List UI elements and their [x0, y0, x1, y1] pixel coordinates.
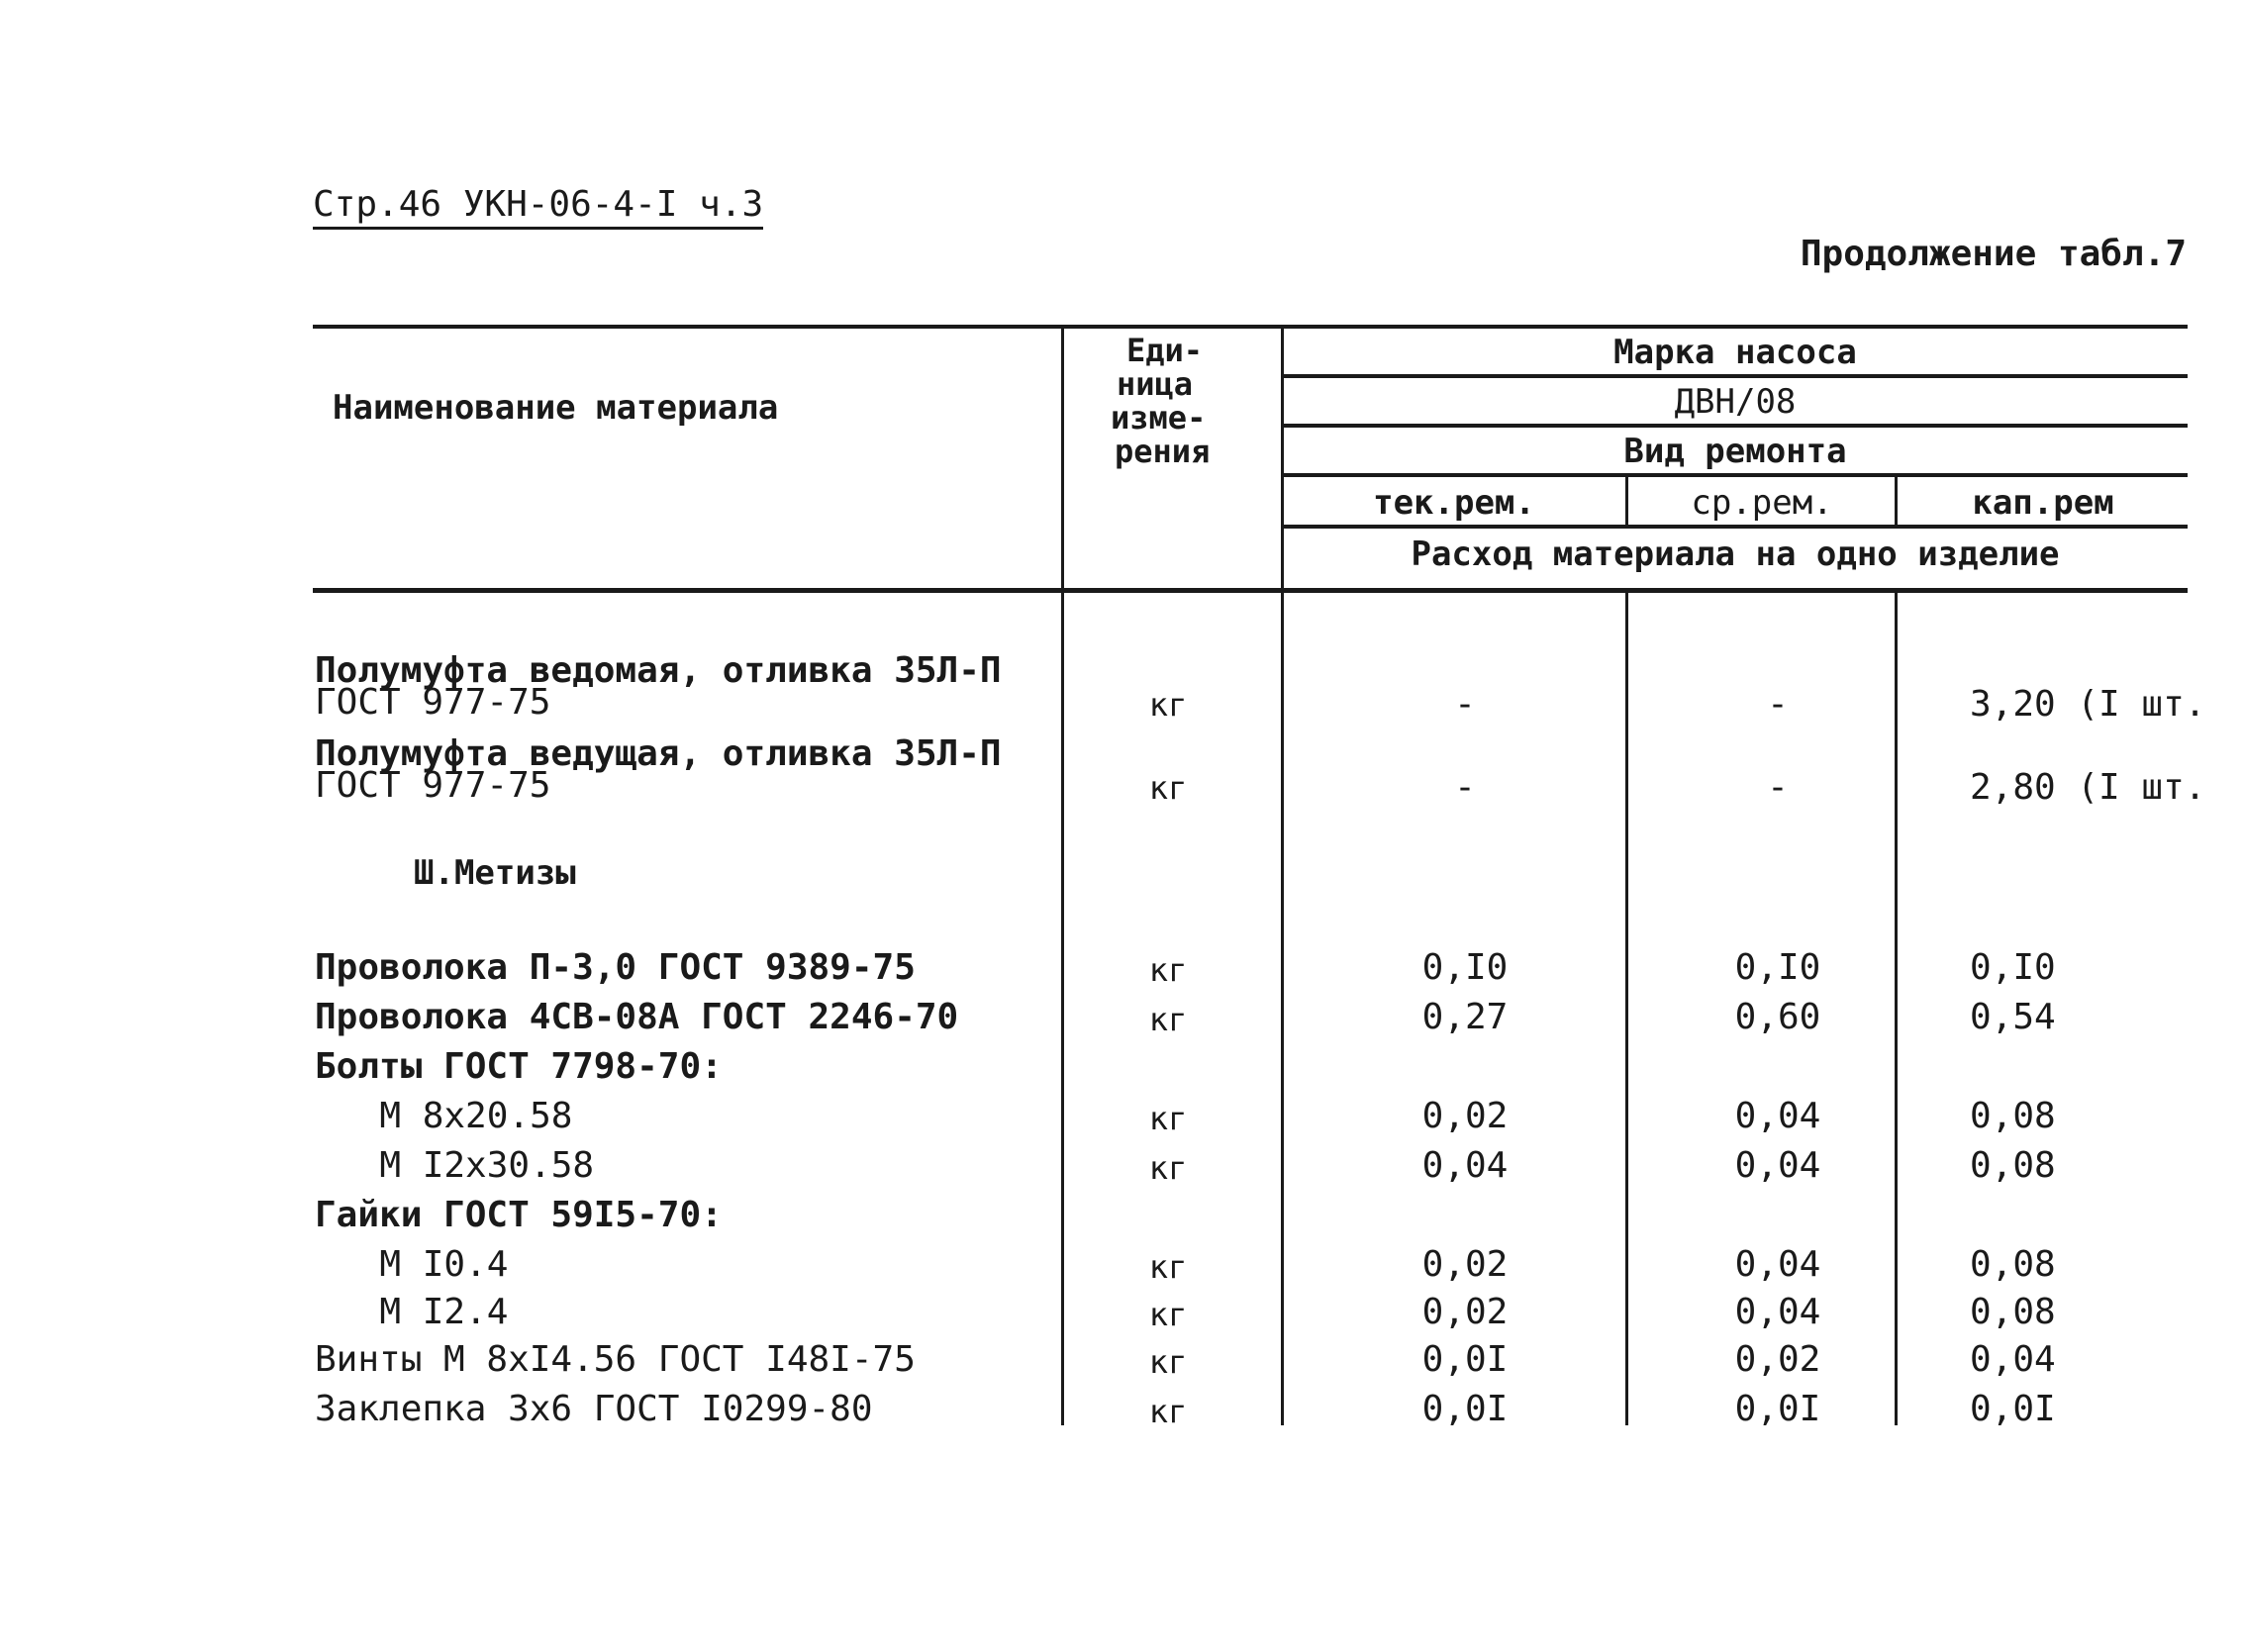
- col-divider-tek-sr: [1625, 475, 1628, 525]
- row-11-tek: 0,02: [1421, 1292, 1509, 1332]
- header-repair-type: Вид ремонта: [1623, 432, 1847, 471]
- row-13-tek: 0,0I: [1421, 1389, 1509, 1429]
- col-divider-name-unit: [1061, 327, 1064, 1425]
- row-11-name: М I2.4: [337, 1292, 509, 1332]
- row-7-kap: 0,08: [1970, 1096, 2056, 1136]
- row-7-sr: 0,04: [1734, 1096, 1821, 1136]
- row-10-name: М I0.4: [337, 1244, 509, 1285]
- pump-model-rule: [1283, 424, 2188, 428]
- row-13-name: Заклепка 3х6 ГОСТ I0299-80: [315, 1389, 873, 1429]
- row-10-tek: 0,02: [1421, 1244, 1509, 1285]
- page-header: Стр.46 УКН-06-4-I ч.3: [313, 184, 763, 230]
- row-8-sr: 0,04: [1734, 1145, 1821, 1186]
- header-pump-brand: Марка насоса: [1613, 333, 1857, 372]
- row-1-name-line-1: Полумуфта ведомая, отливка 35Л-П: [315, 650, 1002, 691]
- header-bottom-rule: [313, 588, 2188, 593]
- row-12-kap: 0,04: [1970, 1339, 2056, 1380]
- row-8-name: М I2х30.58: [337, 1145, 595, 1186]
- row-2-sr: -: [1767, 767, 1789, 808]
- row-10-kap: 0,08: [1970, 1244, 2056, 1285]
- row-2-tek: -: [1454, 767, 1476, 808]
- header-consumption: Расход материала на одно изделие: [1411, 534, 2060, 574]
- row-2-name-line-2: ГОСТ 977-75: [315, 765, 551, 806]
- row-10-sr: 0,04: [1734, 1244, 1821, 1285]
- repair-kinds-rule: [1283, 525, 2188, 529]
- pump-brand-rule: [1283, 374, 2188, 378]
- row-7-unit: кг: [1148, 1100, 1188, 1137]
- section-heading: Ш.Метизы: [414, 853, 576, 893]
- row-4-sr: 0,I0: [1734, 947, 1821, 988]
- row-5-name: Проволока 4СВ-08А ГОСТ 2246-70: [315, 997, 959, 1037]
- header-repair-tek: тек.рем.: [1373, 483, 1535, 523]
- header-repair-sr: ср.рем.: [1691, 483, 1833, 523]
- row-11-unit: кг: [1148, 1296, 1188, 1333]
- row-1-kap: 3,20 (I шт.: [1970, 684, 2206, 725]
- row-5-unit: кг: [1148, 1001, 1188, 1038]
- row-1-tek: -: [1454, 684, 1476, 725]
- row-2-unit: кг: [1148, 769, 1188, 807]
- row-8-kap: 0,08: [1970, 1145, 2056, 1186]
- row-13-sr: 0,0I: [1734, 1389, 1821, 1429]
- row-10-unit: кг: [1148, 1248, 1188, 1286]
- row-7-name: М 8х20.58: [337, 1096, 573, 1136]
- row-1-sr: -: [1767, 684, 1789, 725]
- row-12-tek: 0,0I: [1421, 1339, 1509, 1380]
- row-2-name-line-1: Полумуфта ведущая, отливка 35Л-П: [315, 733, 1002, 774]
- header-repair-kap: кап.рем: [1972, 483, 2114, 523]
- row-13-kap: 0,0I: [1970, 1389, 2056, 1429]
- row-4-kap: 0,I0: [1970, 947, 2056, 988]
- row-6-name: Болты ГОСТ 7798-70:: [315, 1046, 723, 1087]
- row-4-tek: 0,I0: [1421, 947, 1509, 988]
- row-12-sr: 0,02: [1734, 1339, 1821, 1380]
- row-5-kap: 0,54: [1970, 997, 2056, 1037]
- row-8-unit: кг: [1148, 1149, 1188, 1187]
- header-unit-2: ница: [1117, 365, 1194, 403]
- row-5-sr: 0,60: [1734, 997, 1821, 1037]
- row-12-unit: кг: [1148, 1343, 1188, 1381]
- row-13-unit: кг: [1148, 1393, 1188, 1430]
- row-11-kap: 0,08: [1970, 1292, 2056, 1332]
- header-name: Наименование материала: [333, 388, 779, 428]
- header-unit-1: Еди-: [1126, 332, 1204, 369]
- header-unit-3: изме-: [1111, 399, 1207, 437]
- row-8-tek: 0,04: [1421, 1145, 1509, 1186]
- row-7-tek: 0,02: [1421, 1096, 1509, 1136]
- row-5-tek: 0,27: [1421, 997, 1509, 1037]
- row-4-name: Проволока П-3,0 ГОСТ 9389-75: [315, 947, 916, 988]
- header-unit-4: рения: [1115, 433, 1211, 470]
- row-4-unit: кг: [1148, 951, 1188, 989]
- table-top-rule: [313, 325, 2188, 329]
- row-11-sr: 0,04: [1734, 1292, 1821, 1332]
- row-2-kap: 2,80 (I шт.: [1970, 767, 2206, 808]
- col-divider-sr-kap: [1895, 475, 1898, 525]
- row-9-name: Гайки ГОСТ 59I5-70:: [315, 1195, 723, 1235]
- header-pump-model: ДВН/08: [1674, 382, 1797, 422]
- row-12-name: Винты М 8хI4.56 ГОСТ I48I-75: [315, 1339, 916, 1380]
- row-1-unit: кг: [1148, 686, 1188, 724]
- table-caption: Продолжение табл.7: [1800, 234, 2187, 274]
- repair-type-rule: [1283, 473, 2188, 477]
- row-1-name-line-2: ГОСТ 977-75: [315, 682, 551, 723]
